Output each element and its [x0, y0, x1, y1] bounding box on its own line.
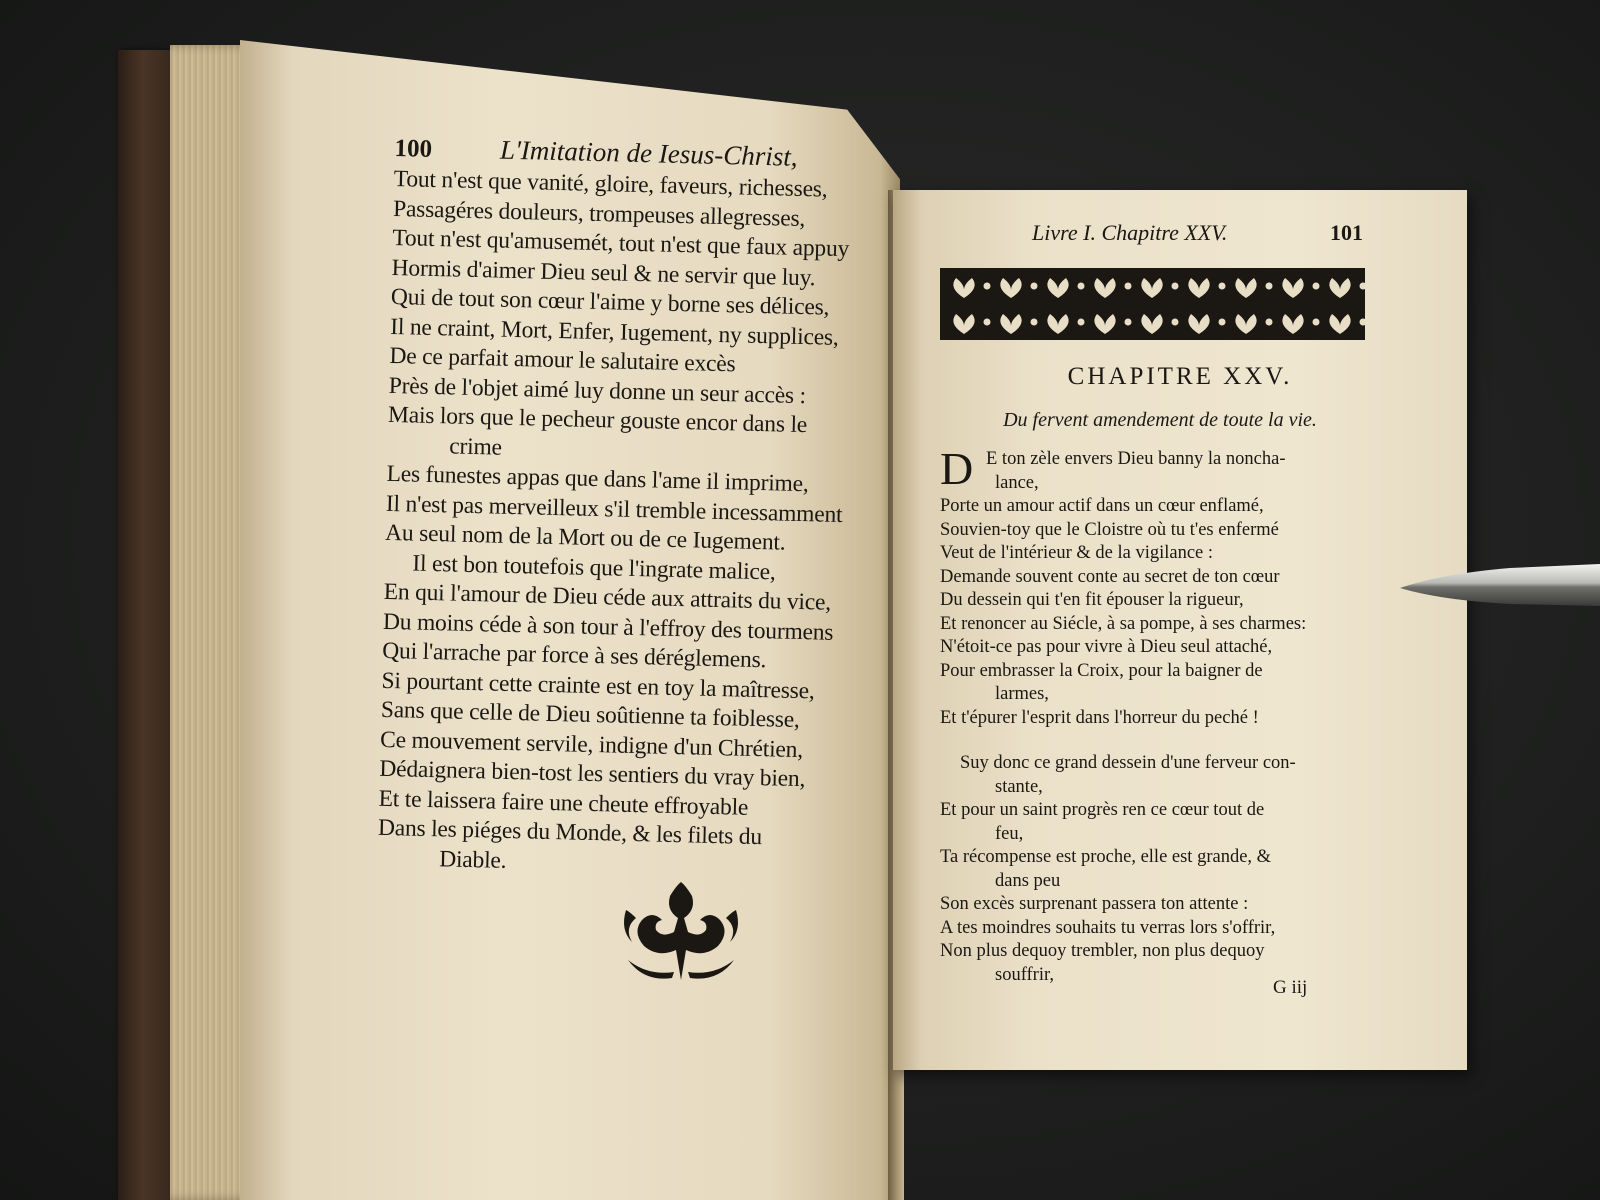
right-text-line: Souvien-toy que le Cloistre où tu t'es enfermé: [940, 519, 1279, 540]
right-running-title: Livre I. Chapitre XXV.: [1032, 220, 1228, 245]
right-text-line: Suy donc ce grand dessein d'une ferveur con-: [960, 753, 1296, 773]
right-text-line: Et t'épurer l'esprit dans l'horreur du peché !: [940, 707, 1259, 728]
left-text-line: De ce parfait amour le salutaire excès: [389, 342, 736, 378]
left-running-title: L'Imitation de Iesus-Christ,: [499, 134, 798, 172]
right-text-line: Et renoncer au Siécle, à sa pompe, à ses charmes:: [940, 613, 1307, 634]
ornamental-headpiece: [940, 268, 1365, 340]
headpiece-dot: [1219, 283, 1226, 290]
right-text-line: Ta récompense est proche, elle est grande, &: [940, 847, 1272, 867]
left-text-line: Il ne craint, Mort, Enfer, Iugement, ny supplices,: [389, 313, 839, 351]
left-text-line: Hormis d'aimer Dieu seul & ne servir que luy.: [391, 254, 816, 291]
left-text-line: Diable.: [438, 845, 507, 874]
chapter-title: CHAPITRE XXV.: [1067, 363, 1293, 390]
stanza-break: [940, 730, 1380, 752]
right-text-line: Veut de l'intérieur & de la vigilance :: [940, 543, 1214, 563]
right-text-line: Du dessein qui t'en fit épouser la rigueur,: [940, 590, 1244, 610]
right-text-line: Son excès surprenant passera ton attente :: [940, 894, 1249, 914]
headpiece-dot: [1172, 319, 1179, 326]
headpiece-dot: [1172, 283, 1179, 290]
right-text-line: A tes moindres souhaits tu verras lors s'offrir,: [940, 917, 1276, 938]
right-text-line: Porte un amour actif dans un cœur enflamé,: [940, 496, 1264, 516]
headpiece-dot: [1125, 283, 1132, 290]
left-text-line: Ce mouvement servile, indigne d'un Chrétien,: [379, 726, 804, 763]
drop-capital: D: [940, 443, 974, 494]
right-page-header: [940, 220, 1380, 250]
right-text-line: Pour embrasser la Croix, pour la baigner de: [940, 660, 1263, 681]
right-text-line: Et pour un saint progrès ren ce cœur tout de: [940, 800, 1265, 820]
left-text-line: crime: [449, 432, 503, 461]
right-page-text: [940, 220, 1380, 987]
left-text-line: Du moins céde à son tour à l'effroy des tourmens: [382, 608, 834, 646]
headpiece-dot: [1125, 319, 1132, 326]
left-text-line: Sans que celle de Dieu soûtienne ta foiblesse,: [380, 696, 800, 734]
metal-pointer: [1400, 560, 1600, 616]
left-text-line: Qui de tout son cœur l'aime y borne ses délices,: [390, 283, 830, 321]
left-text-line: Passagéres douleurs, trompeuses allegresses,: [392, 195, 806, 232]
right-text-line: souffrir,: [995, 964, 1055, 985]
right-text-line: N'étoit-ce pas pour vivre à Dieu seul attaché,: [940, 637, 1273, 657]
headpiece-dot: [1219, 319, 1226, 326]
right-text-line: lance,: [995, 472, 1039, 493]
headpiece-dot: [984, 319, 991, 326]
left-text-line: En qui l'amour de Dieu céde aux attraits du vice,: [383, 578, 832, 616]
left-text-line: Qui l'arrache par force à ses déréglemens.: [382, 637, 767, 674]
headpiece-dot: [1031, 319, 1038, 326]
left-text-line: Il n'est pas merveilleux s'il tremble incessamment: [385, 490, 843, 528]
left-text-line: Si pourtant cette crainte est en toy la maîtresse,: [381, 667, 815, 704]
headpiece-dot: [1313, 283, 1320, 290]
left-text-line: Il est bon toutefois que l'ingrate malice,: [412, 550, 776, 585]
right-page-number: 101: [1330, 220, 1363, 245]
headpiece-dot: [984, 283, 991, 290]
right-text-line: larmes,: [995, 684, 1049, 704]
headpiece-dot: [1313, 319, 1320, 326]
left-text-line: Dédaignera bien-tost les sentiers du vray bien,: [379, 755, 806, 793]
left-poem: [377, 165, 874, 885]
left-text-line: Près de l'objet aimé luy donne un seur accès :: [388, 372, 807, 409]
right-text-line: dans peu: [995, 870, 1061, 891]
signature-mark: G iij: [1273, 977, 1308, 998]
right-text-line: Demande souvent conte au secret de ton cœur: [940, 566, 1280, 587]
headpiece-dot: [1078, 319, 1085, 326]
left-text-line: Les funestes appas que dans l'ame il imprime,: [386, 460, 809, 498]
left-text-line: Tout n'est qu'amusemét, tout n'est que faux appuy: [392, 224, 850, 263]
right-text-line: feu,: [995, 823, 1024, 844]
right-text-line: Non plus dequoy trembler, non plus dequoy: [940, 941, 1265, 961]
right-poem: [940, 443, 1380, 987]
left-page-number: 100: [394, 134, 433, 163]
right-text-line: stante,: [995, 776, 1043, 797]
fleuron-ornament: [618, 880, 744, 986]
headpiece-dot: [1266, 319, 1273, 326]
left-text-line: Mais lors que le pecheur gouste encor dans le: [387, 401, 808, 439]
headpiece-dot: [1266, 283, 1273, 290]
headpiece-dot: [1078, 283, 1085, 290]
left-text-line: Dans les piéges du Monde, & les filets du: [377, 814, 763, 851]
left-page-text: [377, 132, 875, 885]
drop-capital-line-text: E ton zèle envers Dieu banny la noncha-: [986, 449, 1286, 469]
headpiece-dot: [1031, 283, 1038, 290]
left-text-line: Au seul nom de la Mort ou de ce Iugement.: [384, 519, 786, 556]
chapter-subtitle: Du fervent amendement de toute la vie.: [1003, 409, 1317, 431]
left-text-line: Tout n'est que vanité, gloire, faveurs, richesses,: [393, 165, 828, 203]
left-text-line: Et te laissera faire une cheute effroyable: [378, 785, 749, 821]
